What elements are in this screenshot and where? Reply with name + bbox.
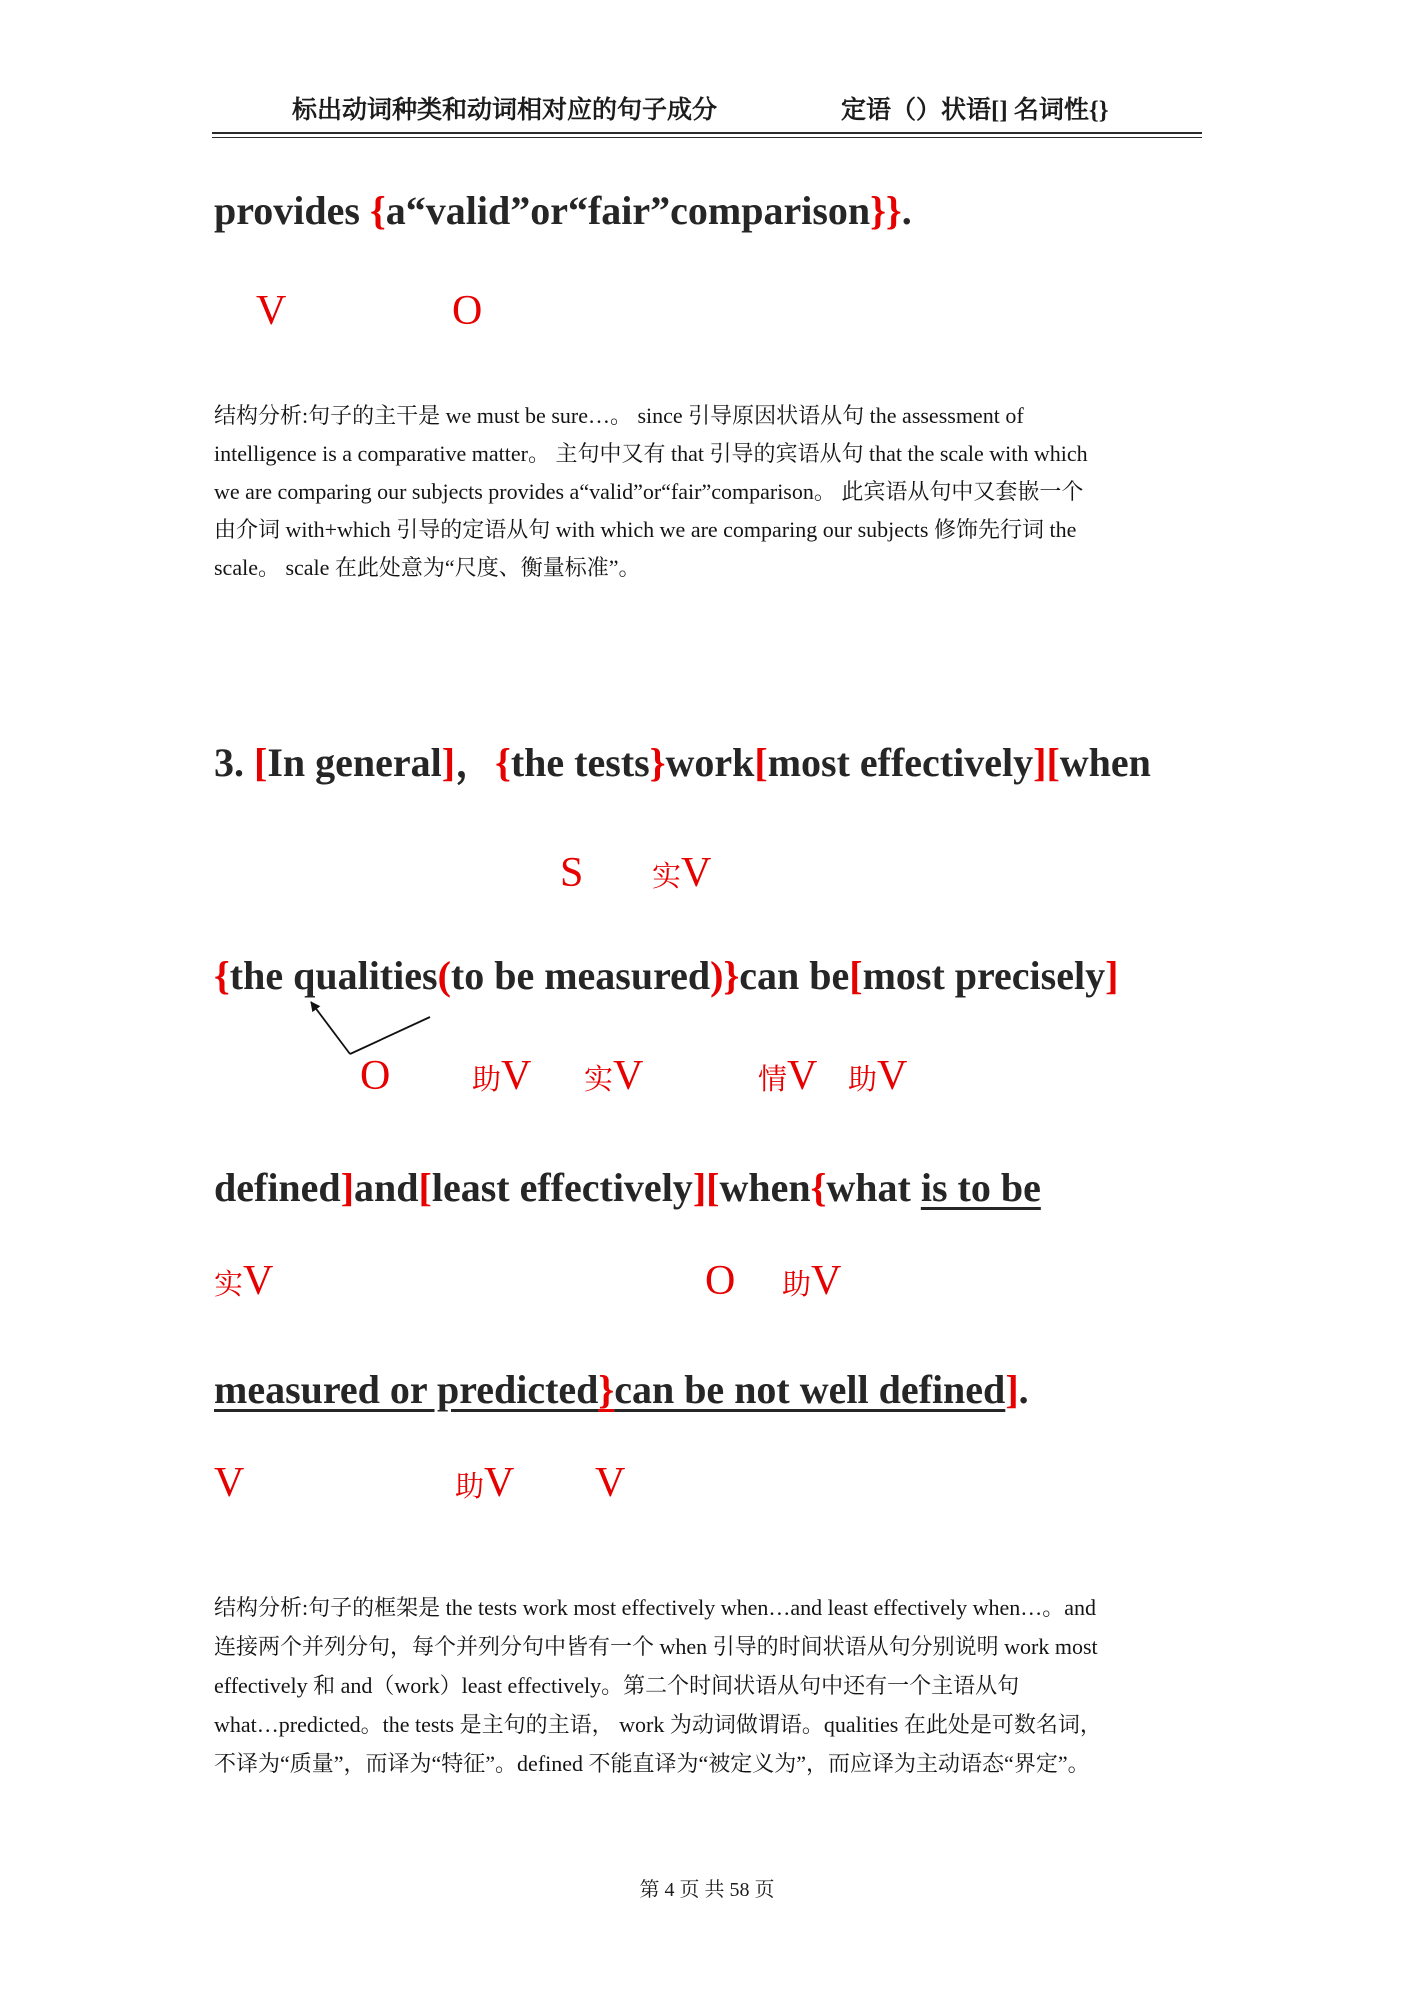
auxiliary-verb-marker bbox=[848, 1055, 907, 1097]
sentence-text: provides bbox=[214, 188, 370, 233]
modal-verb-marker bbox=[758, 1055, 817, 1097]
marker-letter: V bbox=[243, 1258, 274, 1304]
marker-letter: V bbox=[877, 1053, 908, 1099]
sentence-text: least effectively bbox=[431, 1165, 693, 1210]
item3-line4 bbox=[214, 1367, 1029, 1413]
notional-verb-marker bbox=[214, 1260, 273, 1302]
subject-marker bbox=[560, 852, 583, 894]
marker-letter: V bbox=[595, 1460, 626, 1506]
marker-letter: V bbox=[256, 288, 287, 334]
paragraph-line: we are comparing our subjects provides a“valid”or“fair”comparison。 此宾语从句中又套嵌一个 bbox=[214, 479, 1084, 504]
marker-row-4 bbox=[0, 1260, 1414, 1312]
bracket-annotation: [ bbox=[706, 1165, 720, 1210]
marker-letter: V bbox=[501, 1053, 532, 1099]
sentence-text: is to be bbox=[920, 1165, 1041, 1210]
bracket-annotation: [ bbox=[754, 740, 768, 785]
sentence-text: and bbox=[354, 1165, 419, 1210]
sentence-text: defined bbox=[214, 1165, 341, 1210]
bracket-annotation: [ bbox=[1046, 740, 1060, 785]
sentence-text: can be bbox=[739, 953, 850, 998]
verb-marker bbox=[256, 290, 286, 332]
bracket-annotation: { bbox=[810, 1165, 827, 1210]
sentence-text: 3. bbox=[214, 740, 254, 785]
marker-zh: 情 bbox=[758, 1064, 788, 1096]
header-title: 标出动词种类和动词相对应的句子成分 bbox=[292, 97, 718, 124]
bracket-annotation: ] bbox=[441, 740, 456, 785]
marker-row-1 bbox=[0, 290, 1414, 342]
notional-verb-marker bbox=[652, 852, 711, 894]
bracket-annotation: } bbox=[598, 1367, 615, 1412]
sentence-text: . bbox=[1018, 1367, 1029, 1412]
verb-marker bbox=[214, 1462, 244, 1504]
sentence-text: a“valid”or“fair”comparison bbox=[385, 188, 871, 233]
auxiliary-verb-marker bbox=[472, 1055, 531, 1097]
marker-zh: 实 bbox=[652, 861, 682, 893]
bracket-annotation: ] bbox=[692, 1165, 707, 1210]
verb-marker bbox=[595, 1462, 625, 1504]
sentence-text: when bbox=[1059, 740, 1151, 785]
sentence-text: when bbox=[719, 1165, 811, 1210]
marker-letter: V bbox=[613, 1053, 644, 1099]
page-number: 第 4 页 共 58 页 bbox=[639, 1879, 775, 1901]
bracket-annotation: } bbox=[723, 953, 740, 998]
marker-letter: V bbox=[484, 1460, 515, 1506]
paragraph-line: effectively 和 and（work）least effectively。第二个时间状语从句中还有一个主语从句 bbox=[214, 1673, 1020, 1698]
marker-row-5 bbox=[0, 1462, 1414, 1514]
marker-zh: 助 bbox=[782, 1269, 812, 1301]
marker-letter: V bbox=[787, 1053, 818, 1099]
bracket-annotation: ( bbox=[437, 953, 451, 998]
bracket-annotation: [ bbox=[418, 1165, 432, 1210]
marker-letter: V bbox=[811, 1258, 842, 1304]
sentence-text: most effectively bbox=[767, 740, 1034, 785]
paragraph-line: 结构分析:句子的主干是 we must be sure…。 since 引导原因状语从句 the assessment of bbox=[214, 403, 1024, 428]
paragraph-line: 连接两个并列分句，每个并列分句中皆有一个 when 引导的时间状语从句分别说明 work most bbox=[214, 1634, 1098, 1659]
marker-zh: 实 bbox=[584, 1064, 614, 1096]
paragraph-line: intelligence is a comparative matter。 主句中又有 that 引导的宾语从句 that the scale with which bbox=[214, 441, 1088, 466]
sentence-text: In general bbox=[267, 740, 442, 785]
marker-zh: 实 bbox=[214, 1269, 244, 1301]
marker-zh: 助 bbox=[455, 1471, 485, 1503]
object-marker bbox=[705, 1260, 735, 1302]
bracket-annotation: { bbox=[214, 953, 230, 998]
sentence-text: measured or predicted bbox=[214, 1367, 599, 1412]
object-marker bbox=[452, 290, 482, 332]
sentence-text: ， bbox=[455, 740, 496, 785]
bracket-annotation: ] bbox=[1005, 1367, 1019, 1412]
sentence-text: the qualities bbox=[229, 953, 438, 998]
analysis-paragraph-2 bbox=[214, 1588, 1209, 1783]
bracket-annotation: ] bbox=[340, 1165, 355, 1210]
paragraph-line: scale。 scale 在此处意为“尺度、衡量标准”。 bbox=[214, 555, 641, 580]
bracket-annotation: { bbox=[369, 188, 386, 233]
bracket-annotation: { bbox=[495, 740, 511, 785]
sentence-text: . bbox=[901, 188, 912, 233]
analysis-paragraph-1 bbox=[214, 397, 1209, 587]
object-marker bbox=[360, 1055, 390, 1097]
marker-letter: O bbox=[452, 288, 483, 334]
marker-letter: O bbox=[360, 1053, 391, 1099]
sentence-provides bbox=[214, 188, 912, 234]
sentence-text: what bbox=[826, 1165, 921, 1210]
marker-letter: O bbox=[705, 1258, 736, 1304]
bracket-annotation: [ bbox=[254, 740, 268, 785]
sentence-text: most precisely bbox=[862, 953, 1106, 998]
marker-zh: 助 bbox=[472, 1064, 502, 1096]
paragraph-line: 由介词 with+which 引导的定语从句 with which we are comparing our subjects 修饰先行词 the bbox=[214, 517, 1077, 542]
header-rule bbox=[212, 132, 1202, 138]
paragraph-line: 不译为“质量”，而译为“特征”。defined 不能直译为“被定义为”，而应译为主动语态“界定”。 bbox=[214, 1751, 1090, 1776]
marker-letter: S bbox=[560, 850, 584, 896]
notional-verb-marker bbox=[584, 1055, 643, 1097]
marker-row-2 bbox=[0, 852, 1414, 904]
auxiliary-verb-marker bbox=[782, 1260, 841, 1302]
bracket-annotation: [ bbox=[849, 953, 863, 998]
sentence-text: the tests bbox=[510, 740, 650, 785]
paragraph-line: 结构分析:句子的框架是 the tests work most effectively when…and least effectively when…。and bbox=[214, 1595, 1097, 1620]
sentence-text: to be measured bbox=[450, 953, 711, 998]
item3-line3 bbox=[214, 1165, 1041, 1211]
marker-letter: V bbox=[681, 850, 712, 896]
bracket-annotation: } bbox=[649, 740, 666, 785]
sentence-text: work bbox=[665, 740, 755, 785]
header-legend: 定语（）状语[] 名词性{} bbox=[841, 97, 1109, 124]
marker-row-3 bbox=[0, 1055, 1414, 1107]
auxiliary-verb-marker bbox=[455, 1462, 514, 1504]
marker-letter: V bbox=[214, 1460, 245, 1506]
bracket-annotation: ] bbox=[1105, 953, 1119, 998]
bracket-annotation: ) bbox=[710, 953, 724, 998]
item3-line1 bbox=[214, 740, 1151, 786]
bracket-annotation: ] bbox=[1033, 740, 1047, 785]
sentence-text: can be not well defined bbox=[614, 1367, 1006, 1412]
paragraph-line: what…predicted。the tests 是主句的主语， work 为动词做谓语。qualities 在此处是可数名词， bbox=[214, 1712, 1102, 1737]
marker-zh: 助 bbox=[848, 1064, 878, 1096]
bracket-annotation: }} bbox=[870, 188, 902, 233]
